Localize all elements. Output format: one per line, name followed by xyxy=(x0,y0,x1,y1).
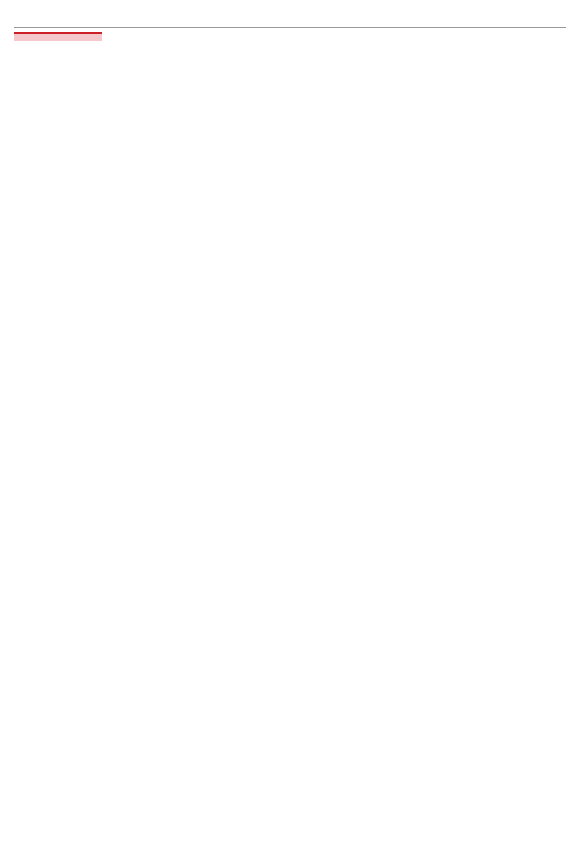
row-2 xyxy=(14,369,566,519)
row-1 xyxy=(14,211,566,361)
page-header xyxy=(14,6,566,28)
serie-a-results xyxy=(14,32,102,207)
scorers-section xyxy=(290,32,378,207)
serie-a-bar xyxy=(14,32,102,41)
row-top xyxy=(14,32,566,207)
serie-a-section xyxy=(14,32,378,207)
serie-a-standings xyxy=(107,32,286,207)
page xyxy=(0,6,580,855)
row-3 xyxy=(14,527,566,712)
